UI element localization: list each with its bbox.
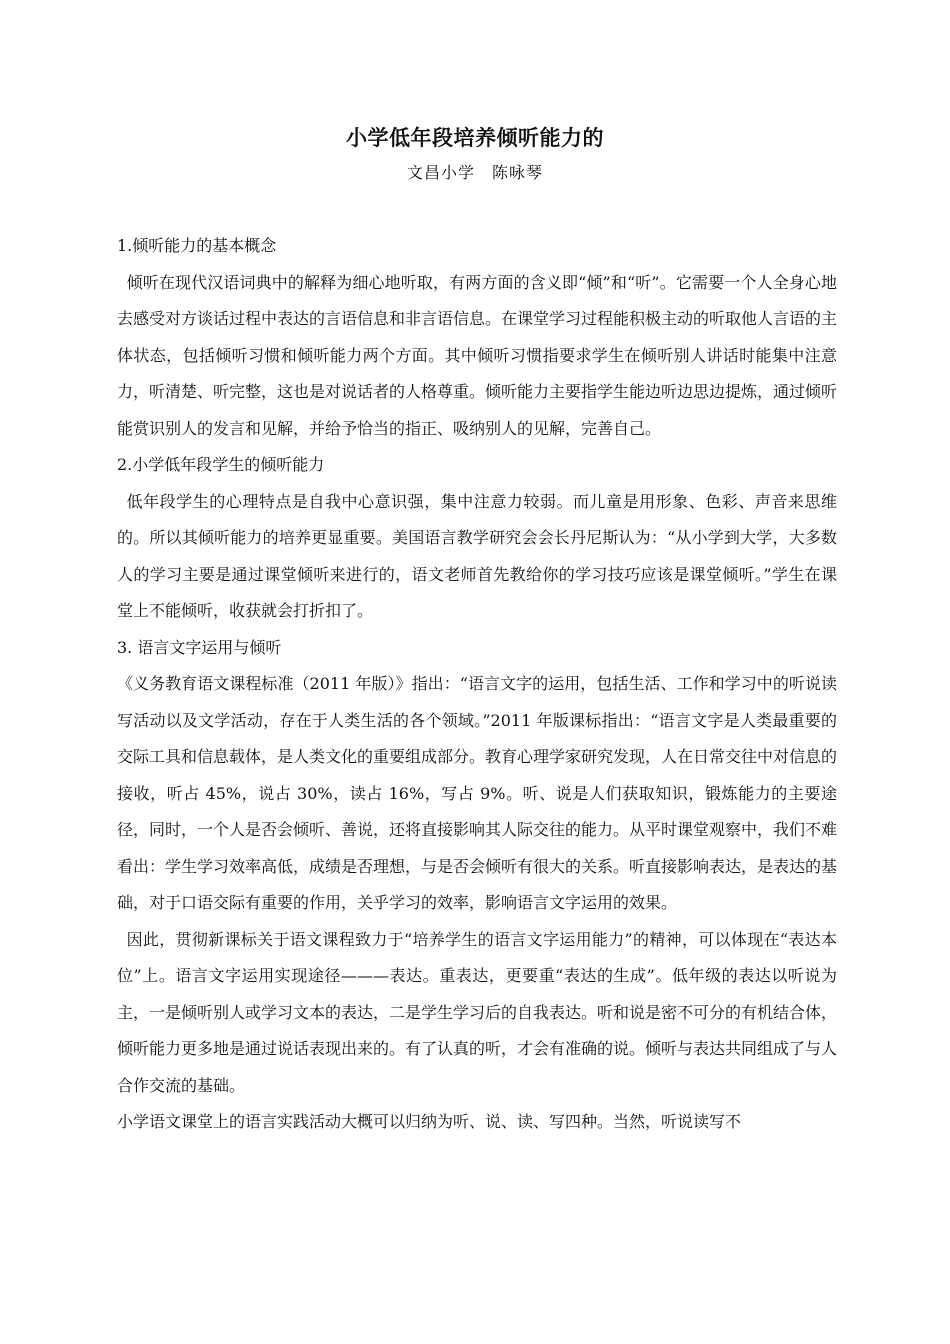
paragraph: 《义务教育语文课程标准（2011 年版）》指出：“语言文字的运用，包括生活、工作和学习中的听说读写活动以及文学活动，存在于人类生活的各个领域。”2011 年版课标指出：“语言文字是人类最重要的交际工具和信息载体，是人类文化的重要组成部分。教育心理学家研究发现，人在日常交往中对信息的接收，听占 45%，说占 30%，读占 16%，写占 9%。听、说是人们获取知识，锻炼能力的主要途径，同时，一个人是否会倾听、善说，还将直接影响其人际交往的能力。从平时课堂观察中，我们不难看出：学生学习效率高低，成绩是否理想，与是否会倾听有很大的关系。听直接影响表达，是表达的基础，对于口语交际有重要的作用，关乎学习的效率，影响语言文字运用的效果。 (117, 674, 838, 912)
document-author: 文昌小学 陈咏琴 (406, 163, 543, 182)
paragraph: 倾听在现代汉语词典中的解释为细心地听取，有两方面的含义即“倾”和“听”。它需要一个人全身心地去感受对方谈话过程中表达的言语信息和非言语信息。在课堂学习过程能积极主动的听取他人言语的主体状态，包括倾听习惯和倾听能力两个方面。其中倾听习惯指要求学生在倾听别人讲话时能集中注意力，听清楚、听完整，这也是对说话者的人格尊重。倾听能力主要指学生能边听边思边提炼，通过倾听能赏识别人的发言和见解，并给予恰当的指正、吸纳别人的见解，完善自己。 (117, 272, 838, 438)
document-body (117, 228, 837, 1141)
section-heading: 2.小学低年段学生的倾听能力 (117, 455, 325, 474)
paragraph: 因此，贯彻新课标关于语文课程致力于“培养学生的语言文字运用能力”的精神，可以体现在“表达本位”上。语言文字运用实现途径———表达。重表达，更要重“表达的生成”。低年级的表达以听说为主，一是倾听别人或学习文本的表达，二是学生学习后的自我表达。听和说是密不可分的有机结合体，倾听能力更多地是通过说话表现出来的。有了认真的听，才会有准确的说。倾听与表达共同组成了与人合作交流的基础。 (117, 929, 838, 1095)
paragraph: 低年段学生的心理特点是自我中心意识强，集中注意力较弱。而儿童是用形象、色彩、声音来思维的。所以其倾听能力的培养更显重要。美国语言教学研究会会长丹尼斯认为：“从小学到大学，大多数人的学习主要是通过课堂倾听来进行的，语文老师首先教给你的学习技巧应该是课堂倾听。”学生在课堂上不能倾听，收获就会打折扣了。 (117, 491, 837, 620)
section-heading: 3. 语言文字运用与倾听 (117, 637, 282, 657)
section-heading: 1.倾听能力的基本概念 (117, 236, 277, 255)
document-title: 小学低年段培养倾听能力的 (346, 125, 604, 150)
paragraph: 小学语文课堂上的语言实践活动大概可以归纳为听、说、读、写四种。当然，听说读写不 (117, 1112, 742, 1131)
